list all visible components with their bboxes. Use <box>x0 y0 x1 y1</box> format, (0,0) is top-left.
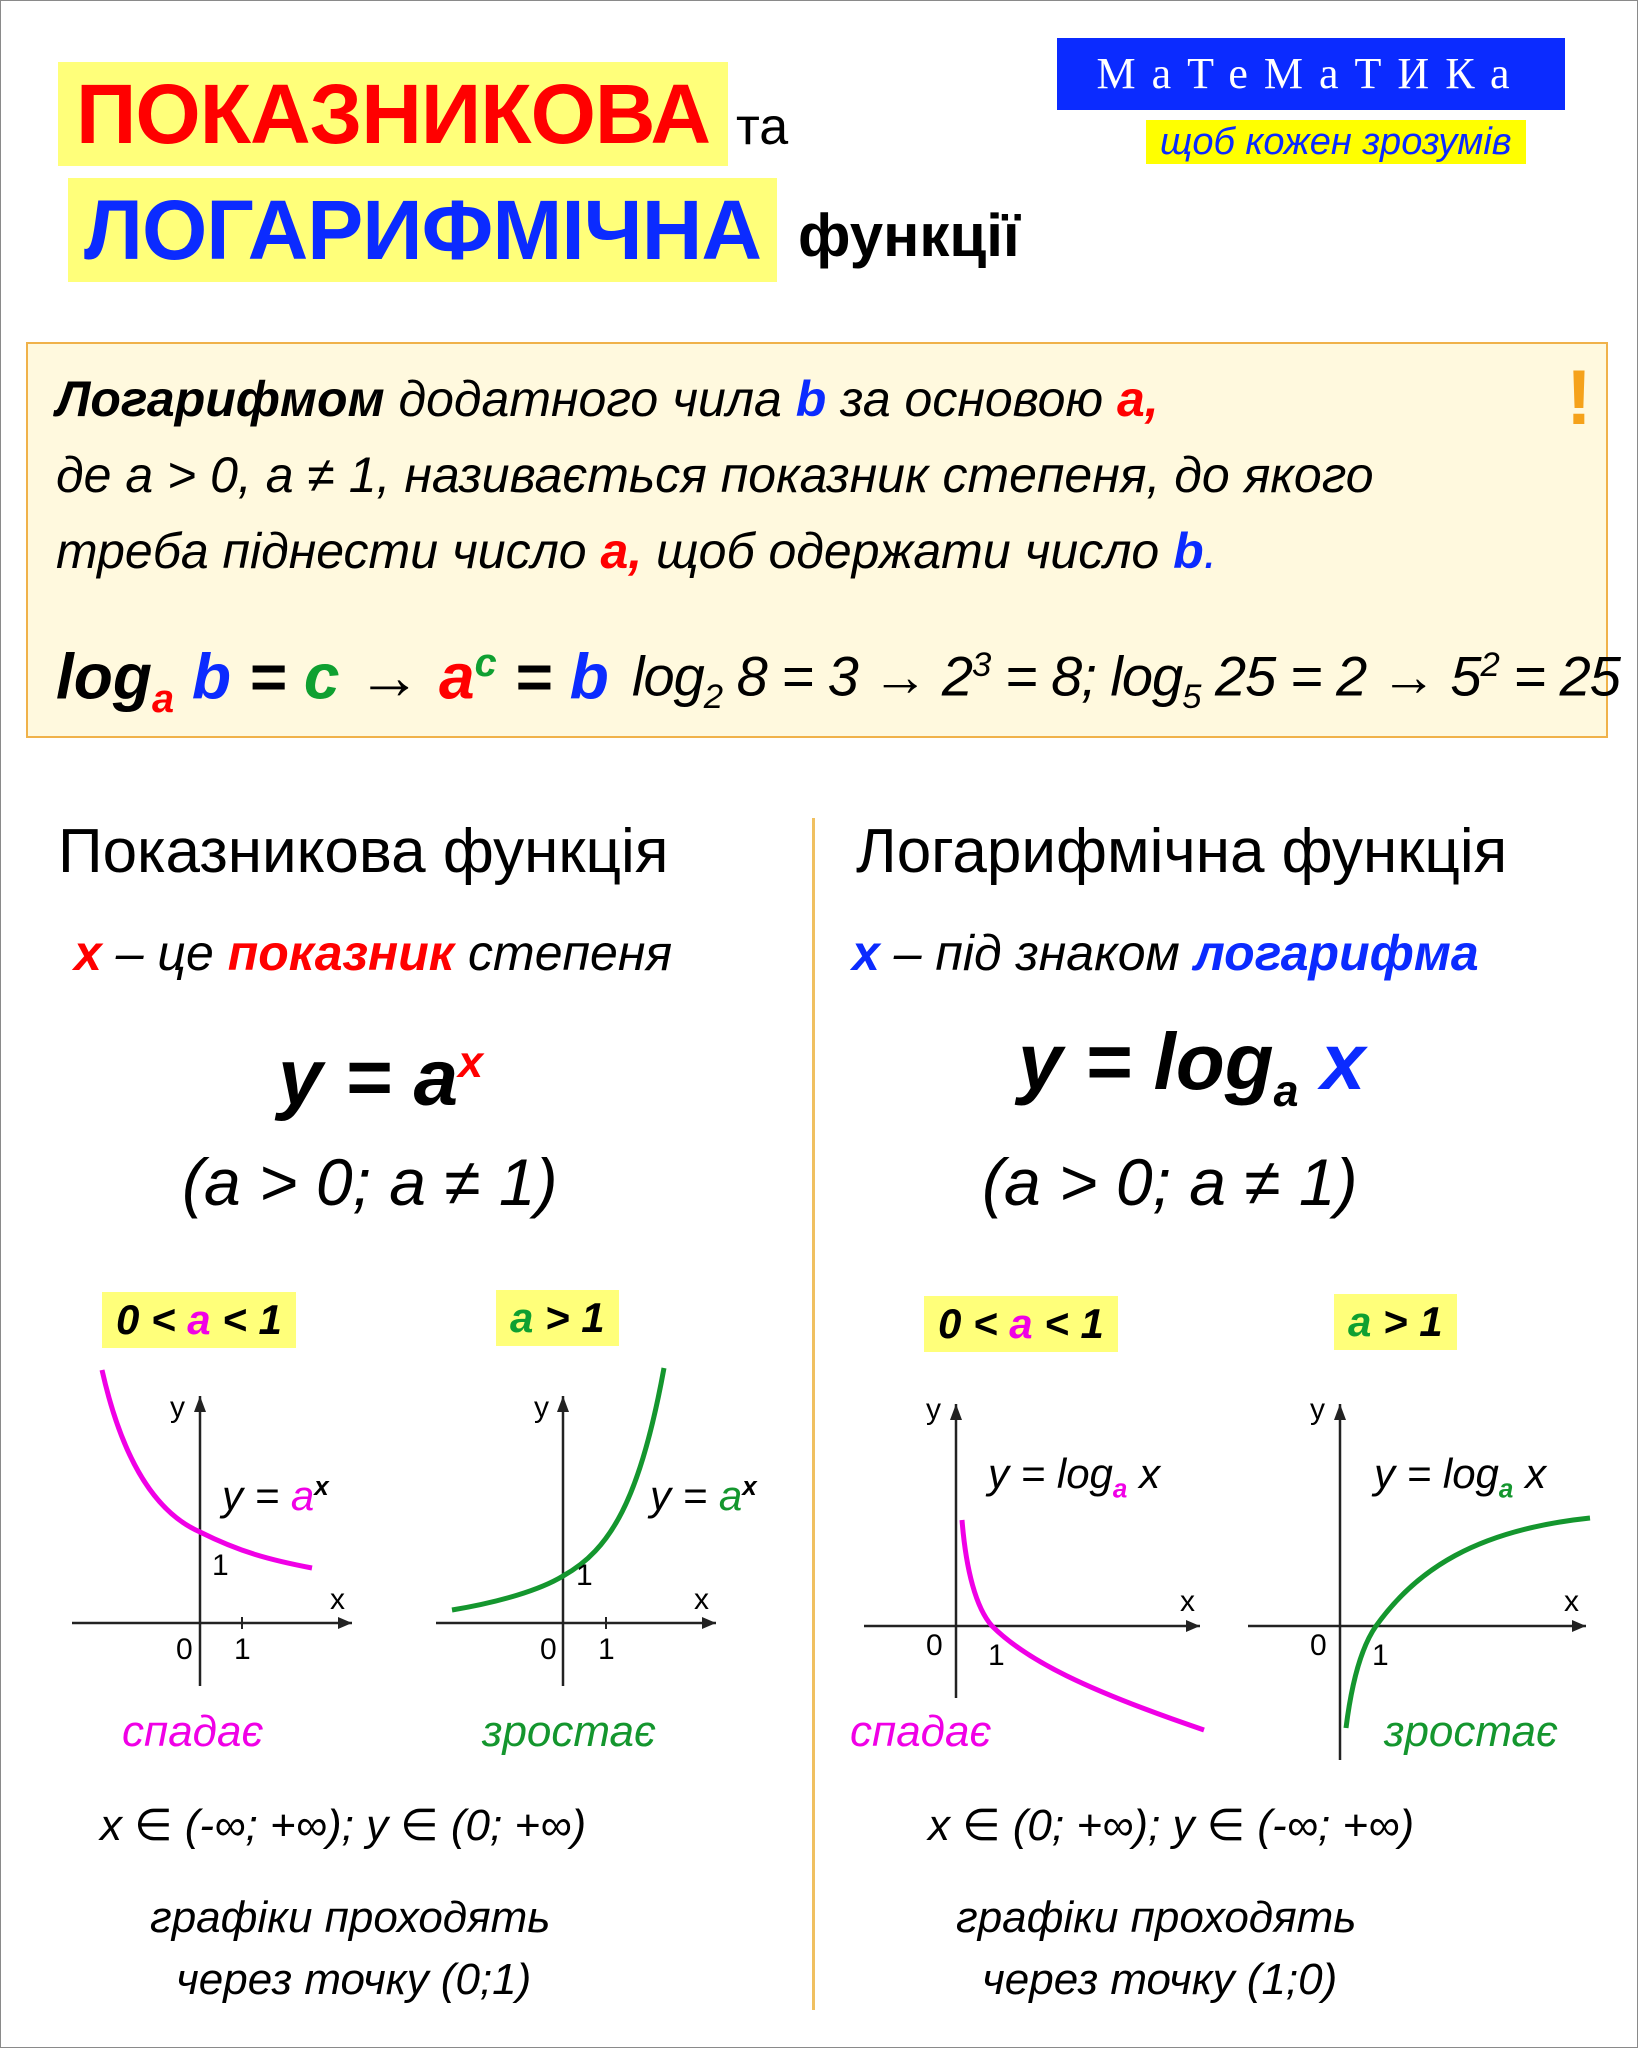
x-axis-arrow <box>702 1617 716 1629</box>
tick-label-1: 1 <box>598 1633 615 1666</box>
left-note-line1: графіки проходять <box>150 1893 551 1942</box>
graph-exp-decreasing <box>72 1370 352 1686</box>
left-subtitle <box>74 920 672 986</box>
label-x: x <box>1513 1450 1547 1497</box>
label-exp: x <box>742 1471 757 1501</box>
column-divider <box>812 818 815 2010</box>
left-graph2-tag <box>496 1290 619 1346</box>
formula-log: y = log <box>1018 1017 1274 1106</box>
definition-text: додатного чила <box>384 371 796 427</box>
example-text: 8 = 3 → 2 <box>722 644 972 708</box>
tick-label-1: 1 <box>988 1639 1005 1672</box>
x-axis-arrow <box>338 1617 352 1629</box>
subtitle-text: – під знаком <box>879 925 1194 981</box>
title-connector: та <box>736 98 789 156</box>
label-x: x <box>1127 1450 1161 1497</box>
left-graph1-label <box>222 1458 329 1524</box>
definition-dot: . <box>1203 523 1218 579</box>
right-condition: (a > 0; a ≠ 1) <box>982 1145 1358 1219</box>
var-x: x <box>852 925 880 981</box>
formula-base: a <box>1273 1066 1299 1116</box>
definition-text: треба піднести число <box>56 523 601 579</box>
label-log: y = log <box>1374 1450 1499 1497</box>
left-graph2-label <box>650 1458 757 1524</box>
tag-a: a <box>1348 1298 1372 1345</box>
definition-line-2: де a > 0, a ≠ 1, називається показник степеня, до якого <box>56 447 1374 503</box>
graph-exp-increasing <box>436 1368 716 1686</box>
right-domain: x ∈ (0; +∞); y ∈ (-∞; +∞) <box>928 1801 1415 1850</box>
right-graph1-label <box>988 1446 1160 1516</box>
label-text: y = <box>222 1472 291 1519</box>
curve-exp-increasing <box>452 1368 664 1610</box>
tag-text: < 1 <box>210 1296 282 1343</box>
tick-label-1: 1 <box>1372 1639 1389 1672</box>
intercept-label: 1 <box>576 1559 593 1592</box>
right-heading: Логарифмічна функція <box>856 817 1508 886</box>
right-formula <box>1018 1012 1365 1141</box>
right-subtitle <box>852 920 1479 986</box>
label-exp: x <box>314 1471 329 1501</box>
formula-exp: c <box>474 641 497 685</box>
tick-label-1: 1 <box>234 1633 251 1666</box>
definition-line-1 <box>56 364 1159 434</box>
y-axis-label: y <box>534 1391 549 1424</box>
symbol-a: a, <box>600 523 643 579</box>
title-logarithmic: ЛОГАРИФМІЧНА <box>68 178 777 282</box>
left-condition: (a > 0; a ≠ 1) <box>182 1145 558 1219</box>
symbol-b: b <box>795 371 827 427</box>
formula-main: y = a <box>278 1032 459 1122</box>
x-axis-label: x <box>694 1583 709 1616</box>
y-axis-label: y <box>926 1393 941 1426</box>
origin-label: 0 <box>926 1629 943 1662</box>
y-axis-arrow <box>950 1404 962 1420</box>
label-a: a <box>718 1472 743 1519</box>
definition-text: щоб одержати число <box>642 523 1174 579</box>
formula-x: x <box>1298 1017 1366 1106</box>
tag-a: a <box>510 1294 534 1341</box>
subtitle-keyword: логарифма <box>1193 925 1479 981</box>
origin-label: 0 <box>176 1633 193 1666</box>
brand-slogan: щоб кожен зрозумів <box>1146 120 1526 164</box>
example-log: log <box>632 644 704 708</box>
example-exp: 3 <box>971 646 991 684</box>
label-a: a <box>290 1472 315 1519</box>
formula-log: log <box>56 640 152 713</box>
left-graph1-behavior: спадає <box>122 1707 264 1756</box>
definition-examples <box>632 622 1620 740</box>
subtitle-text: степеня <box>454 925 673 981</box>
subtitle-keyword: показник <box>227 925 455 981</box>
origin-label: 0 <box>540 1633 557 1666</box>
tag-a: a <box>187 1296 211 1343</box>
example-exp: 2 <box>1480 646 1499 684</box>
example-text: = 25 <box>1498 644 1620 708</box>
left-heading: Показникова функція <box>58 817 669 886</box>
definition-line-3 <box>56 516 1218 586</box>
label-log: y = log <box>988 1450 1113 1497</box>
example-base: 2 <box>703 677 723 716</box>
brand-logo: МаТеМаТИКа <box>1057 38 1565 110</box>
title-suffix: функції <box>798 202 1020 269</box>
tag-text: > 1 <box>1371 1298 1443 1345</box>
formula-exp: x <box>458 1037 484 1087</box>
x-axis-arrow <box>1186 1620 1200 1632</box>
right-note-line1: графіки проходять <box>956 1893 1357 1942</box>
right-graph2-label <box>1374 1446 1546 1516</box>
definition-term: Логарифмом <box>56 371 385 427</box>
formula-eq: = <box>230 640 304 713</box>
label-base: a <box>1112 1473 1128 1504</box>
left-note-line2: через точку (0;1) <box>176 1955 532 2004</box>
tag-text: 0 < <box>938 1300 1010 1347</box>
y-axis-label: y <box>1310 1393 1325 1426</box>
example-text: 25 = 2 → 5 <box>1200 644 1481 708</box>
definition-text: за основою <box>826 371 1117 427</box>
symbol-a: a, <box>1116 371 1159 427</box>
left-graphs <box>0 1340 812 1720</box>
label-text: y = <box>650 1472 719 1519</box>
exclamation-icon: ! <box>1566 353 1592 441</box>
formula-c: c <box>303 640 340 713</box>
formula-b: b <box>191 640 231 713</box>
tag-text: 0 < <box>116 1296 188 1343</box>
example-log: log <box>1110 644 1183 708</box>
intercept-label: 1 <box>212 1549 229 1582</box>
definition-formula <box>56 618 609 744</box>
example-base: 5 <box>1182 677 1201 716</box>
subtitle-text: – це <box>101 925 228 981</box>
y-axis-label: y <box>170 1391 185 1424</box>
tag-text: > 1 <box>533 1294 605 1341</box>
right-graph2-behavior: зростає <box>1384 1707 1558 1756</box>
left-formula <box>278 1012 483 1128</box>
symbol-b: b <box>1173 523 1204 579</box>
formula-base: a <box>151 677 175 722</box>
origin-label: 0 <box>1310 1629 1327 1662</box>
title-exponential: ПОКАЗНИКОВА <box>58 62 728 166</box>
left-graph2-behavior: зростає <box>482 1707 656 1756</box>
y-axis-arrow <box>194 1396 206 1412</box>
right-note-line2: через точку (1;0) <box>982 1955 1338 2004</box>
curve-log-increasing <box>1346 1518 1590 1728</box>
var-x: x <box>74 925 102 981</box>
y-axis-arrow <box>1334 1404 1346 1420</box>
formula-arrow: → <box>339 640 440 713</box>
formula-eq: = <box>496 640 570 713</box>
y-axis-arrow <box>557 1396 569 1412</box>
tag-text: < 1 <box>1032 1300 1104 1347</box>
x-axis-label: x <box>330 1583 345 1616</box>
right-graph1-behavior: спадає <box>850 1707 992 1756</box>
example-text: = 8; <box>990 644 1111 708</box>
tag-a: a <box>1009 1300 1033 1347</box>
x-axis-label: x <box>1180 1585 1195 1618</box>
formula-b: b <box>569 640 609 713</box>
x-axis-arrow <box>1572 1620 1586 1632</box>
x-axis-label: x <box>1564 1585 1579 1618</box>
formula-a: a <box>439 640 475 713</box>
label-base: a <box>1498 1473 1514 1504</box>
left-domain: x ∈ (-∞; +∞); y ∈ (0; +∞) <box>100 1801 587 1850</box>
